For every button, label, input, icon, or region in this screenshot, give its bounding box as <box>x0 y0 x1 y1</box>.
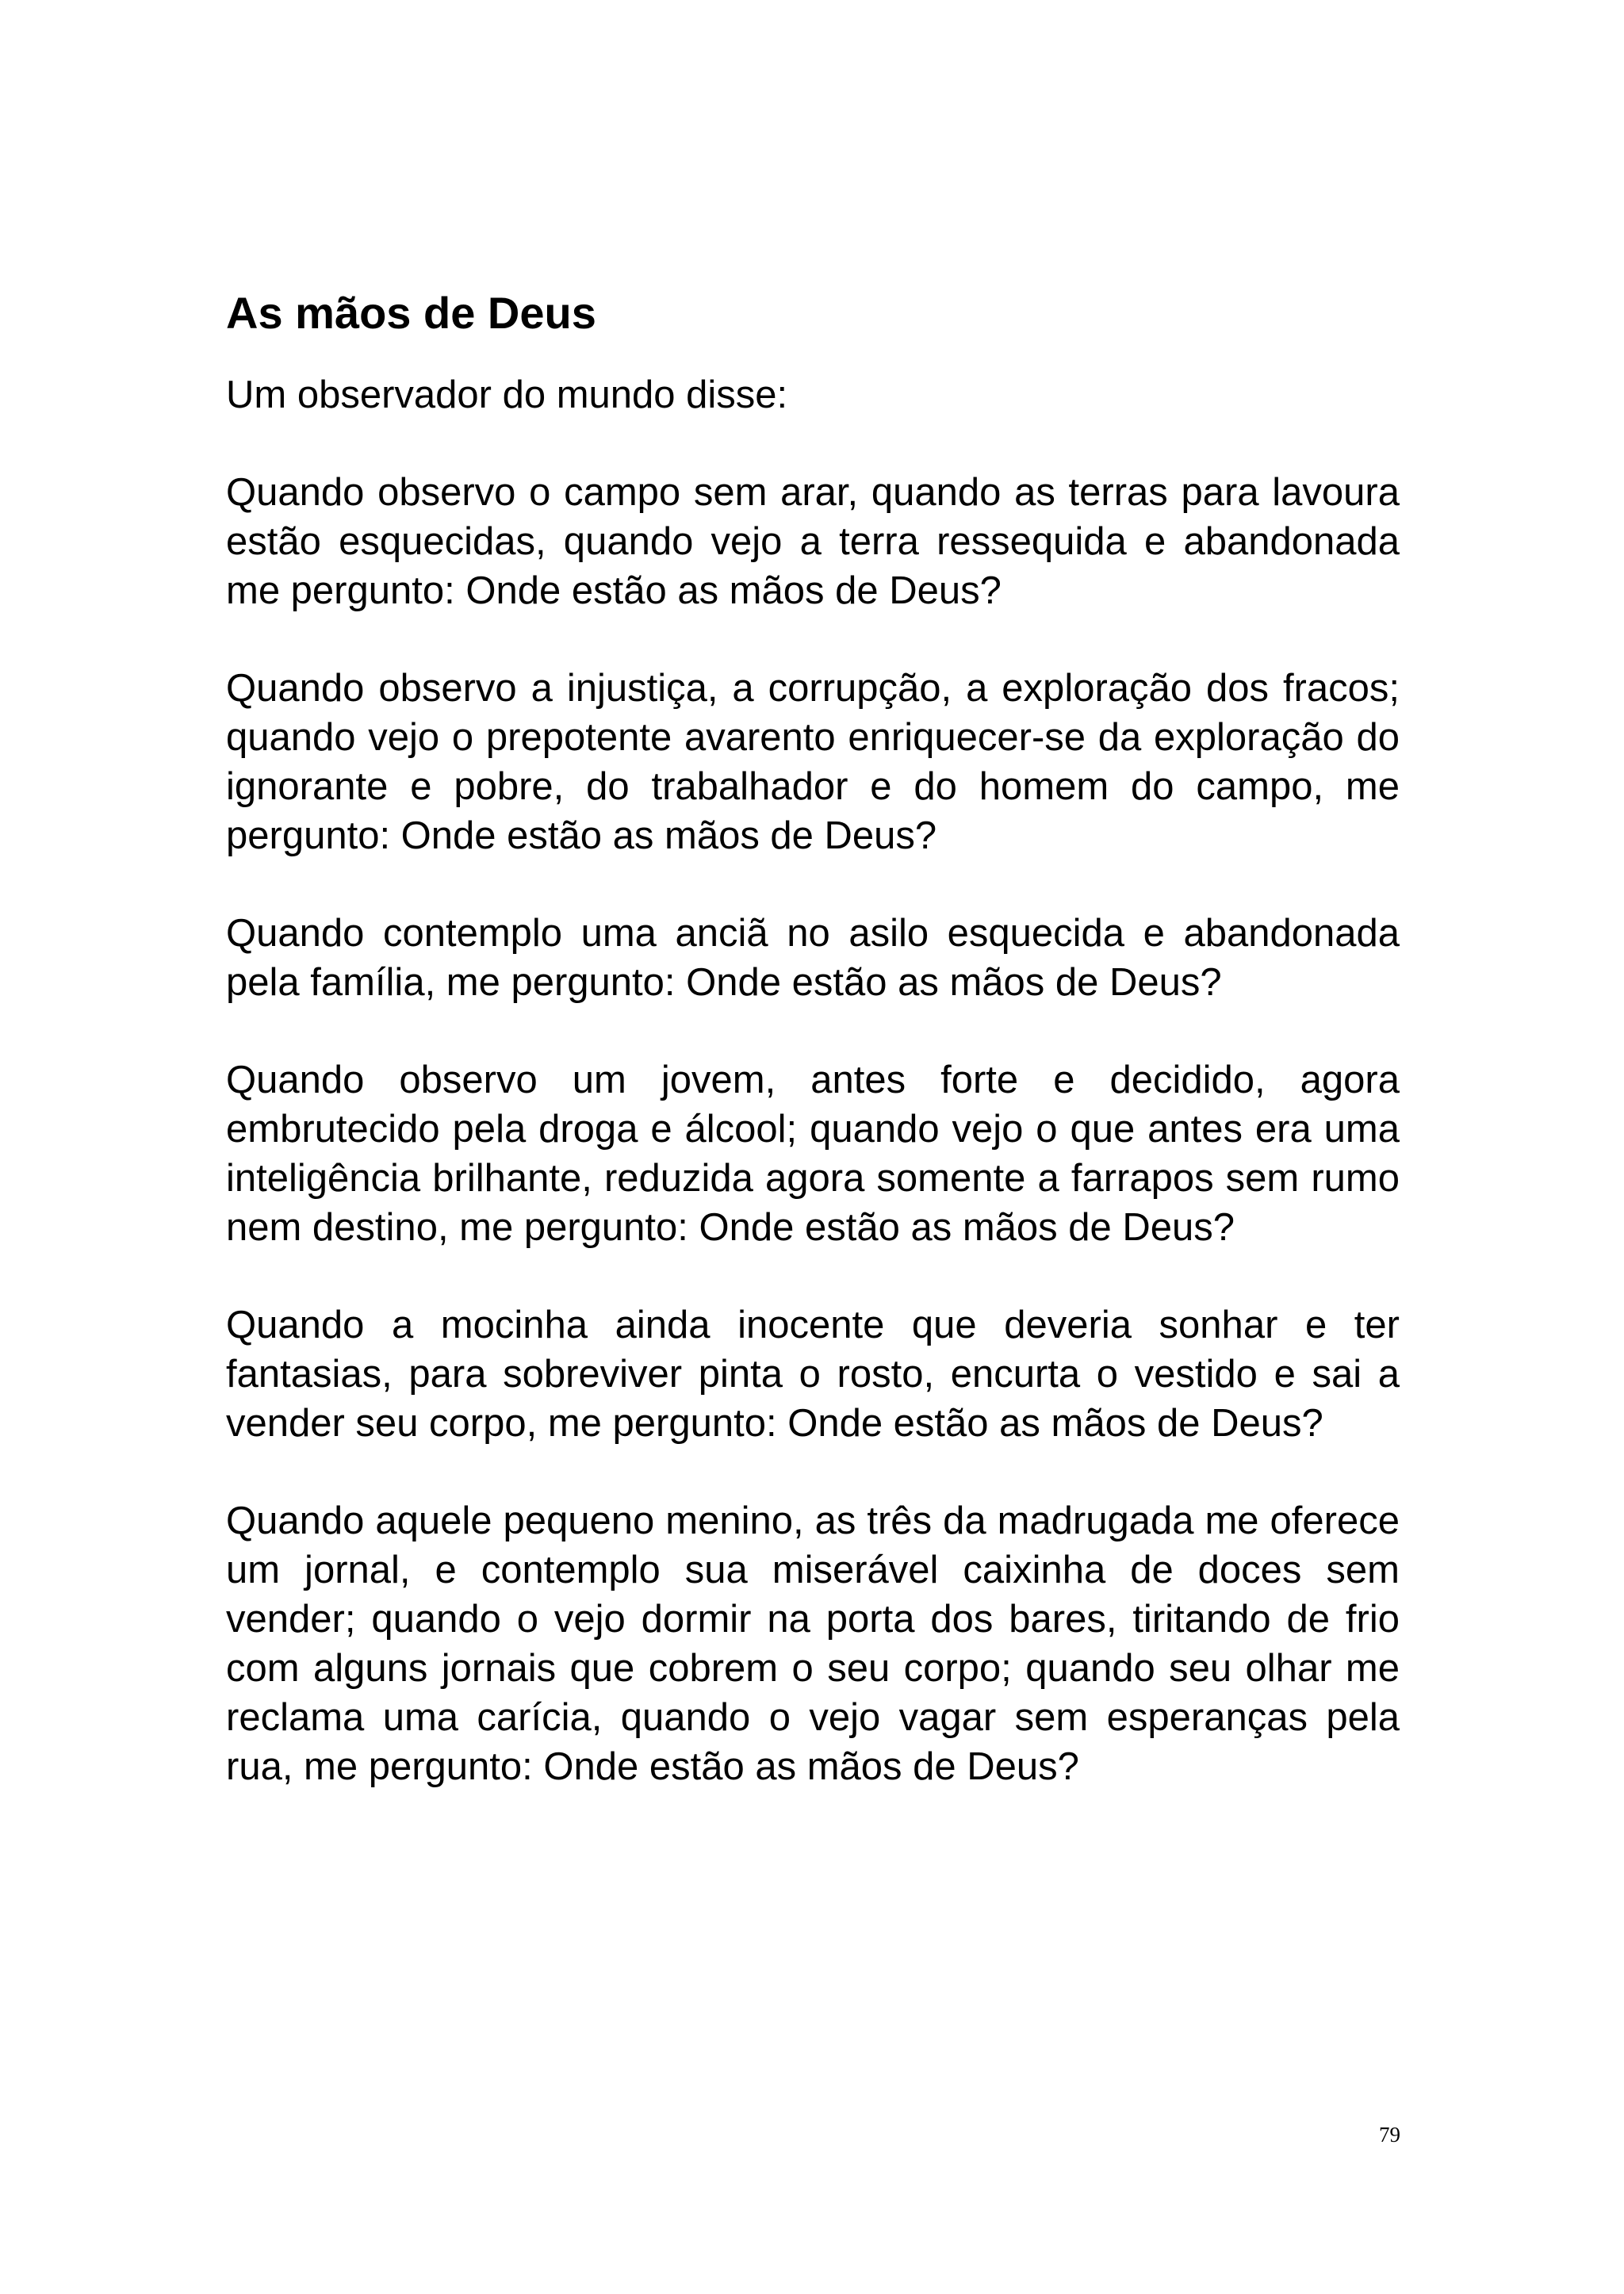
page-number: 79 <box>1379 2123 1400 2147</box>
paragraph-3: Quando observo a injustiça, a corrupção, a exploração dos fracos; quando vejo o prepotente avarento enriquecer-se da exploração do ignorante e pobre, do trabalhador e do homem do campo, me pergunto: Onde estão as mãos de Deus? <box>226 667 1400 857</box>
paragraph-5: Quando observo um jovem, antes forte e decidido, agora embrutecido pela droga e álcool; quando vejo o que antes era uma inteligência brilhante, reduzida agora somente a farrapos sem rumo nem destino, me pergunto: Onde estão as mãos de Deus? <box>226 1059 1400 1249</box>
paragraph-6: Quando a mocinha ainda inocente que deveria sonhar e ter fantasias, para sobreviver pinta o rosto, encurta o vestido e sai a vender seu corpo, me pergunto: Onde estão as mãos de Deus? <box>226 1304 1400 1445</box>
page-content <box>226 281 1400 1791</box>
paragraph-2: Quando observo o campo sem arar, quando as terras para lavoura estão esquecidas, quando vejo a terra ressequida e abandonada me pergunto: Onde estão as mãos de Deus? <box>226 471 1400 612</box>
paragraph-4: Quando contemplo uma anciã no asilo esquecida e abandonada pela família, me pergunto: Onde estão as mãos de Deus? <box>226 912 1400 1004</box>
paragraph-7: Quando aquele pequeno menino, as três da madrugada me oferece um jornal, e contemplo sua miserável caixinha de doces sem vender; quando o vejo dormir na porta dos bares, tiritando de frio com alguns jornais que cobrem o seu corpo; quando seu olhar me reclama uma carícia, quando o vejo vagar sem esperanças pela rua, me pergunto: Onde estão as mãos de Deus? <box>226 1499 1400 1788</box>
page-title: As mãos de Deus <box>226 288 596 338</box>
paragraph-1: Um observador do mundo disse: <box>226 373 788 416</box>
